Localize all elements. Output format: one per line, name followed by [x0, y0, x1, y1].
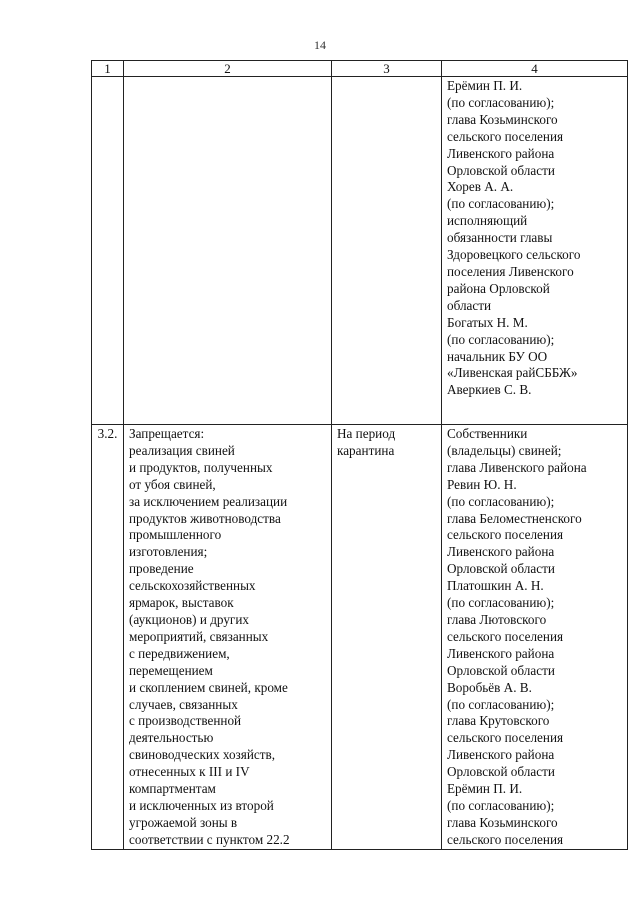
responsible-cell — [442, 425, 628, 850]
responsible-cell — [442, 77, 628, 425]
text-line: Ревин Ю. Н. — [447, 476, 517, 492]
row-number-cell: 3.2. — [92, 425, 124, 850]
text-line: мероприятий, связанных — [129, 628, 269, 644]
text-line: Орловской области — [447, 764, 555, 780]
table-header-row — [92, 61, 628, 77]
text-line: Ерёмин П. И. — [447, 78, 523, 93]
text-line: изготовления; — [129, 544, 208, 560]
header-cell-3: 3 — [332, 61, 442, 77]
text-line: (по согласованию); — [447, 797, 555, 813]
text-line: продуктов животноводства — [129, 510, 281, 526]
text-line: (владельцы) свиней; — [447, 442, 562, 458]
text-line: Ливенского района — [447, 544, 555, 560]
page-number: 14 — [314, 38, 326, 52]
text-line: Хорев А. А. — [447, 179, 514, 195]
text-line: и исключенных из второй — [129, 797, 274, 813]
text-line: за исключением реализации — [129, 493, 288, 509]
text-line: свиноводческих хозяйств, — [129, 747, 276, 763]
text-line: Аверкиев С. В. — [447, 382, 532, 398]
text-line: Богатых Н. М. — [447, 314, 528, 330]
header-cell-2: 2 — [124, 61, 332, 77]
text-line: На период — [337, 426, 396, 441]
text-line: ярмарок, выставок — [129, 595, 234, 611]
text-line: глава Беломестненского — [447, 510, 582, 526]
measure-cell — [124, 425, 332, 850]
text-line: сельского поселения — [447, 628, 564, 644]
text-line: Ливенского района — [447, 145, 555, 161]
text-line: карантина — [337, 442, 395, 458]
text-line: соответствии с пунктом 22.2 — [129, 831, 290, 847]
text-line: обязанности главы — [447, 230, 553, 246]
text-line: проведение — [129, 561, 194, 577]
text-line: (по согласованию); — [447, 94, 555, 110]
text-line: (по согласованию); — [447, 196, 555, 212]
text-line: исполняющий — [447, 213, 528, 229]
text-line: глава Лютовского — [447, 611, 547, 627]
text-line: начальник БУ ОО — [447, 348, 548, 364]
table-row — [92, 425, 628, 850]
text-line: от убоя свиней, — [129, 476, 216, 492]
text-line: Ливенского района — [447, 747, 555, 763]
text-line: Ерёмин П. И. — [447, 781, 523, 797]
text-line: глава Ливенского района — [447, 459, 587, 475]
text-line: (аукционов) и других — [129, 611, 249, 627]
text-line: реализация свиней — [129, 442, 235, 458]
text-line: угрожаемой зоны в — [129, 814, 238, 830]
text-line: «Ливенская райСББЖ» — [447, 365, 578, 381]
text-line: глава Крутовского — [447, 713, 550, 729]
text-line: (по согласованию); — [447, 595, 555, 611]
text-line: сельского поселения — [447, 730, 564, 746]
text-line: Ливенского района — [447, 645, 555, 661]
header-cell-4: 4 — [442, 61, 628, 77]
text-line: области — [447, 297, 492, 313]
text-line: поселения Ливенского — [447, 263, 574, 279]
text-line: Воробьёв А. В. — [447, 679, 532, 695]
text-line: Запрещается: — [129, 426, 205, 441]
text-line: Орловской области — [447, 662, 555, 678]
text-line: Собственники — [447, 426, 528, 441]
text-line: Платошкин А. Н. — [447, 578, 544, 594]
period-cell — [332, 425, 442, 850]
measure-cell — [124, 77, 332, 425]
text-line: случаев, связанных — [129, 696, 238, 712]
table-row — [92, 77, 628, 425]
text-line: Орловской области — [447, 561, 555, 577]
text-line: Орловской области — [447, 162, 555, 178]
text-line: глава Козьминского — [447, 111, 558, 127]
text-line: деятельностью — [129, 730, 214, 746]
period-cell — [332, 77, 442, 425]
text-line: Здоровецкого сельского — [447, 247, 581, 263]
text-line: перемещением — [129, 662, 213, 678]
text-line: компартментам — [129, 781, 216, 797]
text-line: (по согласованию); — [447, 493, 555, 509]
header-cell-1: 1 — [92, 61, 124, 77]
row-number-cell — [92, 77, 124, 425]
text-line: с производственной — [129, 713, 242, 729]
text-line: отнесенных к III и IV — [129, 764, 250, 780]
text-line: сельского поселения — [447, 527, 564, 543]
text-line: и скоплением свиней, кроме — [129, 679, 288, 695]
text-line: сельскохозяйственных — [129, 578, 256, 594]
text-line: глава Козьминского — [447, 814, 558, 830]
text-line: сельского поселения — [447, 128, 564, 144]
measures-table — [91, 60, 628, 850]
text-line: промышленного — [129, 527, 222, 543]
text-line: с передвижением, — [129, 645, 230, 661]
text-line: (по согласованию); — [447, 331, 555, 347]
text-line: сельского поселения — [447, 831, 564, 847]
text-line: (по согласованию); — [447, 696, 555, 712]
text-line: и продуктов, полученных — [129, 459, 273, 475]
text-line: района Орловской — [447, 280, 550, 296]
